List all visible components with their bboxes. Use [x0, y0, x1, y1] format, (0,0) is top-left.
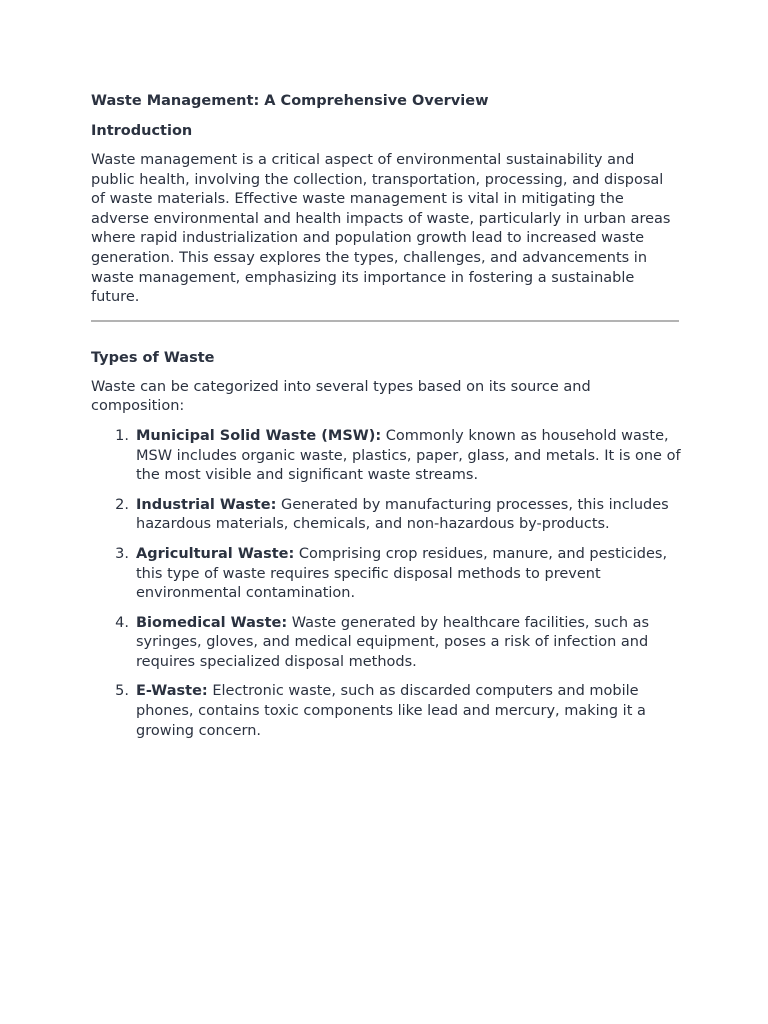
list-item-term: Agricultural Waste:: [136, 545, 295, 562]
list-item-description: Generated by manufacturing processes, this includes hazardous materials, chemicals, and non-hazardous by-products.: [136, 496, 669, 533]
list-item-description: Waste generated by healthcare facilities, such as syringes, gloves, and medical equipment, poses a risk of infection and requires specialized disposal methods.: [136, 614, 650, 670]
section-divider: [91, 320, 679, 322]
types-of-waste-intro: Waste can be categorized into several types based on its source and composition:: [91, 378, 591, 415]
list-item-description: Comprising crop residues, manure, and pesticides, this type of waste requires specific disposal methods to prevent environmental contamination.: [136, 545, 668, 602]
list-item: [91, 496, 681, 535]
list-item-term: Industrial Waste:: [136, 496, 277, 513]
list-item-number: 5.: [115, 683, 129, 700]
list-item-term: Biomedical Waste:: [136, 614, 288, 631]
document-title: Waste Management: A Comprehensive Overview: [91, 93, 489, 109]
introduction-paragraph: Waste management is a critical aspect of environmental sustainability and public health, involving the collection, transportation, processing, and disposal of waste materials. Effective waste management is vital in mitigating the adverse environmental and health impacts of waste, particularly in urban areas where rapid industrialization and population growth lead to increased waste generation. This essay explores the types, challenges, and advancements in waste management, emphasizing its importance in fostering a sustainable future.: [91, 152, 671, 306]
list-item-number: 2.: [115, 496, 129, 513]
list-item-number: 4.: [115, 614, 129, 631]
list-item: [91, 427, 681, 486]
list-item-description: Commonly known as household waste, MSW includes organic waste, plastics, paper, glass, and metals. It is one of the most visible and significant waste streams.: [136, 427, 681, 484]
list-item: [91, 614, 681, 673]
introduction-heading: Introduction: [91, 123, 193, 139]
list-item-term: Municipal Solid Waste (MSW):: [136, 427, 382, 444]
document-page: [91, 91, 681, 751]
types-of-waste-heading: Types of Waste: [91, 349, 215, 366]
list-item-term: E-Waste:: [136, 683, 208, 700]
list-item: [91, 545, 681, 604]
list-item-number: 1.: [115, 427, 129, 444]
list-item: [91, 682, 681, 741]
list-item-number: 3.: [115, 545, 129, 562]
list-item-description: Electronic waste, such as discarded computers and mobile phones, contains toxic components like lead and mercury, making it a growing concern.: [136, 683, 646, 739]
waste-types-list: [91, 427, 681, 741]
